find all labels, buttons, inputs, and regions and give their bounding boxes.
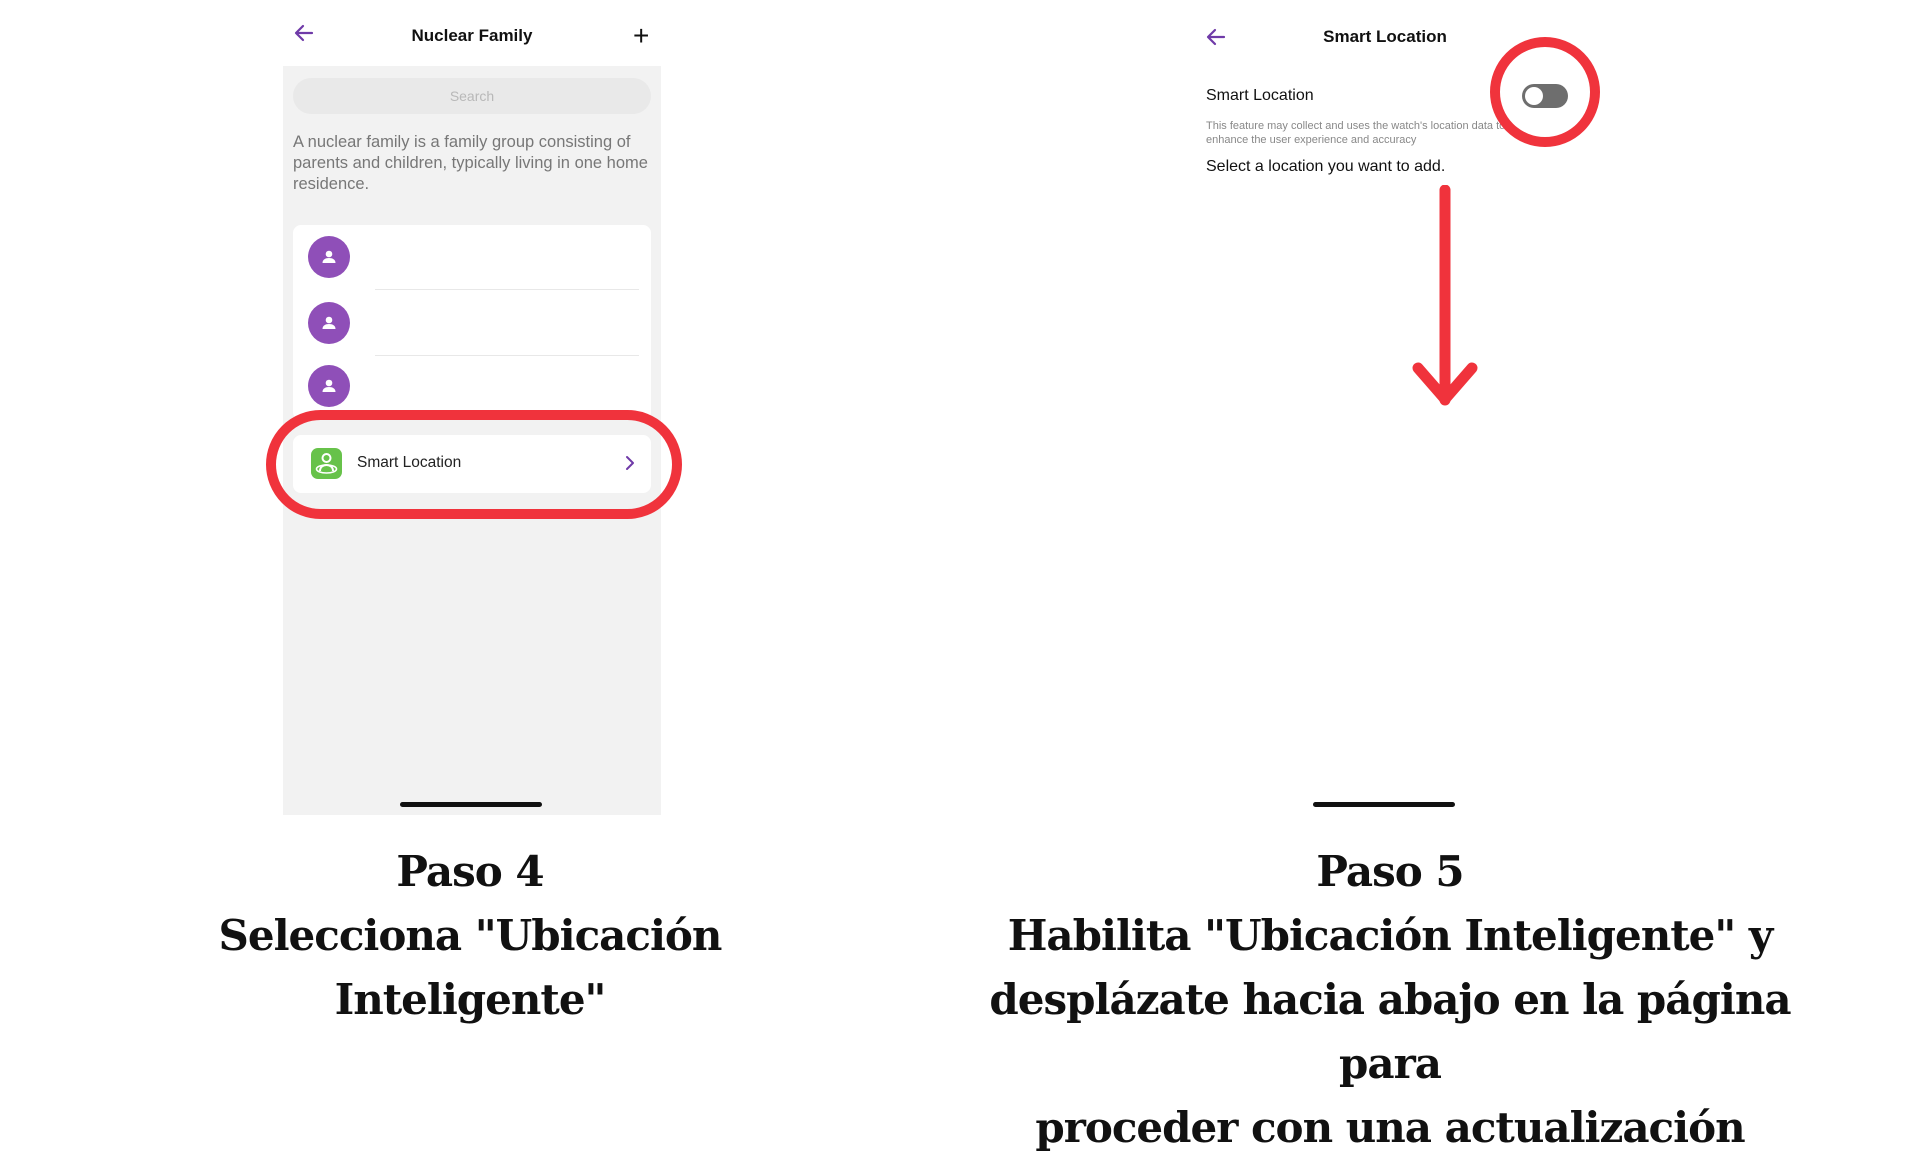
highlight-oval	[266, 410, 682, 519]
member-row[interactable]	[293, 290, 651, 354]
setting-description: This feature may collect and uses the watch's location data to enhance the user experience and accuracy	[1206, 120, 1506, 146]
step4-caption	[200, 840, 740, 1032]
home-indicator	[400, 802, 542, 807]
step5-title: Paso 5	[1316, 847, 1464, 896]
step4-line1: Selecciona "Ubicación	[218, 911, 722, 960]
search-input[interactable]: Search	[293, 78, 651, 114]
step4-title: Paso 4	[396, 847, 544, 896]
smart-location-label: Smart Location	[357, 454, 462, 471]
select-location-instruction: Select a location you want to add.	[1206, 158, 1446, 175]
scroll-down-arrow-icon	[1410, 185, 1480, 415]
smart-location-setting-label: Smart Location	[1206, 87, 1314, 104]
left-phone-screen	[283, 0, 661, 815]
page-title: Nuclear Family	[411, 26, 533, 45]
step4-line2: Inteligente"	[334, 975, 606, 1024]
add-button[interactable]: +	[633, 20, 650, 51]
family-description: A nuclear family is a family group consisting of parents and children, typically living in one home residence.	[293, 133, 648, 193]
step5-line3: proceder con una actualización	[1035, 1103, 1745, 1152]
person-icon	[308, 365, 350, 407]
step5-caption	[950, 840, 1830, 1160]
page-title: Smart Location	[1323, 27, 1447, 46]
step5-line2: desplázate hacia abajo en la página para	[989, 975, 1791, 1088]
members-list	[293, 225, 651, 420]
left-top-bar	[283, 0, 661, 66]
home-indicator	[1313, 802, 1455, 807]
person-icon	[308, 236, 350, 278]
member-row[interactable]	[293, 225, 651, 289]
back-arrow-icon[interactable]	[1205, 26, 1231, 52]
step5-line1: Habilita "Ubicación Inteligente" y	[1007, 911, 1773, 960]
highlight-circle	[1490, 37, 1600, 147]
back-arrow-icon[interactable]	[293, 22, 319, 48]
person-icon	[308, 302, 350, 344]
